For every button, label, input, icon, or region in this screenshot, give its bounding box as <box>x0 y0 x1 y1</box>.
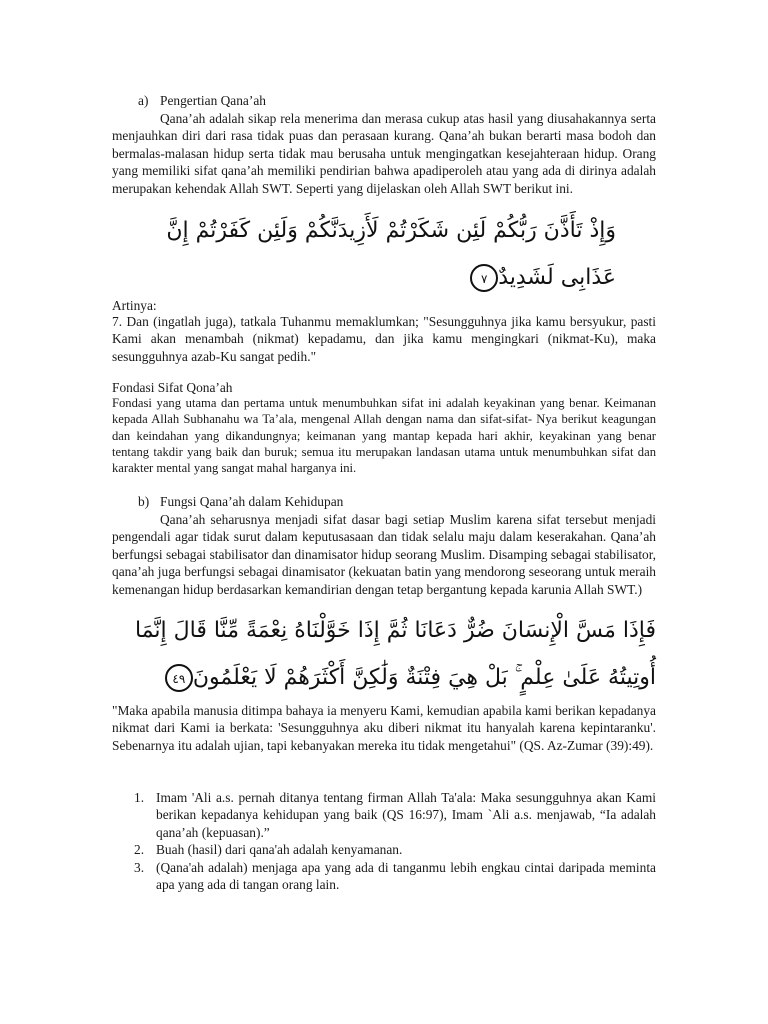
artinya-label: Artinya: <box>112 298 157 313</box>
list-item <box>134 859 656 894</box>
section-b-paragraph: Qana’ah seharusnya menjadi sifat dasar bagi setiap Muslim karena sifat tersebut menjadi pengendali agar tidak surut dalam keputusasaan dan tidak selalu maju dalam keserakahan. Qana’ah berfungsi sebagai stabilisator dan dinamisator hidup seorang Muslim. Disamping sebagai stabilisator, qana’ah juga berfungsi sebagai dinamisator (kekuatan batin yang mendorong seseorang untuk meraih kemenangan hidup berdasarkan kemandirian dengan tetap bergantung kepada karunia Allah SWT.) <box>112 512 656 597</box>
section-a-heading: Pengertian Qana’ah <box>160 93 266 108</box>
quran-verse-a-line1: وَإِذْ تَأَذَّنَ رَبُّكُمْ لَئِن شَكَرْتُمْ لَأَزِيدَنَّكُمْ وَلَئِن كَفَرْتُمْ إِنَّ <box>166 218 616 243</box>
section-b-marker: b) <box>138 494 150 509</box>
list-item <box>134 841 656 858</box>
list-item-text: Imam 'Ali a.s. pernah ditanya tentang firman Allah Ta'ala: Maka sesungguhnya akan Kami berikan kepadanya kehidupan yang baik (QS 16:97), Imam `Ali a.s. menjawab, “Ia adalah qana’ah (kepuasan).” <box>156 790 656 840</box>
fondasi-paragraph: Fondasi yang utama dan pertama untuk menumbuhkan sifat ini adalah keyakinan yang benar. Keimanan kepada Allah Subhanahu wa Ta’ala, mengenal Allah dengan nama dan sifat-sifat- Nya berikut keagungan dan keindahan yang dikandungnya; keimanan yang mantap kepada hari akhir, keyakinan yang benar tentang takdir yang baik dan buruk; semua itu merupakan landasan utama untuk menumbuhkan sifat dan karakter mental yang sangat mahal harganya ini. <box>112 396 656 476</box>
list-item-number: 2. <box>134 842 145 858</box>
quran-verse-b-line2 <box>157 664 656 692</box>
quran-verse-b-line1: فَإِذَا مَسَّ الْإِنسَانَ ضُرٌّ دَعَانَا ثُمَّ إِذَا خَوَّلْنَاهُ نِعْمَةً مِّنَّا قَالَ إِنَّمَا <box>135 618 656 643</box>
fondasi-heading: Fondasi Sifat Qona’ah <box>112 380 233 395</box>
quran-verse-a-line2 <box>462 264 616 292</box>
list-item-number: 1. <box>134 790 145 805</box>
translation-b: "Maka apabila manusia ditimpa bahaya ia menyeru Kami, kemudian apabila kami berikan kepadanya nikmat dari Kami ia berkata: 'Sesungguhnya aku diberi nikmat itu hanyalah karena kepintaranku'. Sebenarnya itu adalah ujian, tapi kebanyakan mereka itu tidak mengetahui" (QS. Az-Zumar (39):49). <box>112 703 656 753</box>
list-item-number: 3. <box>134 859 145 875</box>
list-item-text: Buah (hasil) dari qana'ah adalah kenyamanan. <box>156 842 403 858</box>
quran-verse-b-line2-text: أُوتِيتُهُ عَلَىٰ عِلْمٍ ۚ بَلْ هِيَ فِتْنَةٌ وَلَٰكِنَّ أَكْثَرَهُمْ لَا يَعْلَمُونَ <box>192 665 656 690</box>
translation-a: 7. Dan (ingatlah juga), tatkala Tuhanmu memaklumkan; "Sesungguhnya jika kamu bersyukur, pasti Kami akan menambah (nikmat) kepadamu, dan jika kamu mengingkari (nikmat-Ku), maka sesungguhnya azab-Ku sangat pedih." <box>112 314 656 364</box>
section-a-marker: a) <box>138 93 149 108</box>
list-item <box>134 789 656 841</box>
quran-verse-a-line2-text: عَذَابِى لَشَدِيدٌ <box>498 265 616 290</box>
ayah-number-a: ٧ <box>470 264 498 292</box>
section-a-paragraph: Qana’ah adalah sikap rela menerima dan merasa cukup atas hasil yang diusahakannya serta menjauhkan diri dari rasa tidak puas dan perasaan kurang. Qana’ah bukan berarti masa bodoh dan bermalas-malasan hidup serta tidak mau berusaha untuk mengingatkan kesejahteraan hidup. Orang yang memiliki sifat qana’ah memiliki pendirian bahwa apadiperoleh atau yang ada di dirinya adalah merupakan kehendak Allah SWT. Seperti yang dijelaskan oleh Allah SWT berikut ini. <box>112 111 656 196</box>
section-b-heading: Fungsi Qana’ah dalam Kehidupan <box>160 494 344 509</box>
hadith-list <box>134 789 656 893</box>
list-item-text: (Qana'ah adalah) menjaga apa yang ada di tanganmu lebih engkau cintai daripada meminta apa yang ada di tangan orang lain. <box>156 859 656 893</box>
ayah-number-b: ٤٩ <box>165 664 193 692</box>
